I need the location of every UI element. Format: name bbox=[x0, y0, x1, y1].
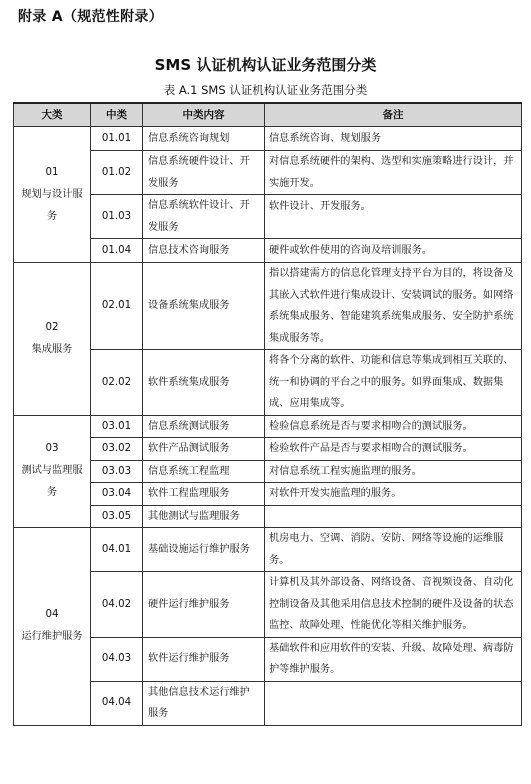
sub-note: 指以搭建需方的信息化管理支持平台为目的，将设备及其嵌入式软件进行集成设计、安装调试的服务。如网络系统集成服务、智能建筑系统集成服务、安全防护系统集成服务等。 bbox=[265, 263, 522, 350]
sub-content: 其他测试与监理服务 bbox=[143, 505, 265, 528]
major-code: 04 bbox=[45, 609, 59, 621]
major-code: 03 bbox=[45, 443, 59, 455]
sub-code: 04.04 bbox=[91, 681, 143, 725]
header-content: 中类内容 bbox=[143, 103, 265, 127]
sub-code: 03.01 bbox=[91, 415, 143, 438]
table-row bbox=[14, 438, 522, 461]
sub-content: 硬件运行维护服务 bbox=[143, 572, 265, 638]
sub-content: 信息技术咨询服务 bbox=[143, 239, 265, 263]
sub-note: 对信息系统硬件的架构、选型和实施策略进行设计，并实施开发。 bbox=[265, 151, 522, 195]
sub-content: 软件运行维护服务 bbox=[143, 637, 265, 681]
major-category-cell bbox=[14, 415, 91, 528]
table-row bbox=[14, 263, 522, 350]
major-category-cell bbox=[14, 127, 91, 263]
sub-note: 对信息系统工程实施监理的服务。 bbox=[265, 460, 522, 483]
sub-code: 04.01 bbox=[91, 528, 143, 572]
sub-code: 03.04 bbox=[91, 483, 143, 506]
sub-note: 将各个分离的软件、功能和信息等集成到相互关联的、统一和协调的平台之中的服务。如界面集成、数据集成、应用集成等。 bbox=[265, 350, 522, 416]
sub-code: 02.01 bbox=[91, 263, 143, 350]
sub-note: 机房电力、空调、消防、安防、网络等设施的运维服务。 bbox=[265, 528, 522, 572]
header-major: 大类 bbox=[14, 103, 91, 127]
sub-content: 信息系统硬件设计、开发服务 bbox=[143, 151, 265, 195]
appendix-label: 附录 A（规范性附录） bbox=[18, 9, 164, 25]
sub-code: 01.04 bbox=[91, 239, 143, 263]
table-caption: 表 A.1 SMS 认证机构认证业务范围分类 bbox=[163, 83, 368, 97]
sub-note: 计算机及其外部设备、网络设备、音视频设备、自动化控制设备及其他采用信息技术控制的硬件及设备的状态监控、故障处理、性能优化等相关维护服务。 bbox=[265, 572, 522, 638]
sub-note: 检验软件产品是否与要求相吻合的测试服务。 bbox=[265, 438, 522, 461]
document-title: SMS 认证机构认证业务范围分类 bbox=[154, 56, 377, 74]
major-name: 规划与设计服务 bbox=[21, 188, 83, 222]
sub-note bbox=[265, 505, 522, 528]
major-code: 02 bbox=[45, 321, 59, 333]
table-row bbox=[14, 572, 522, 638]
sub-content: 软件产品测试服务 bbox=[143, 438, 265, 461]
sub-code: 01.01 bbox=[91, 127, 143, 151]
major-category-cell bbox=[14, 528, 91, 726]
sub-code: 03.02 bbox=[91, 438, 143, 461]
sub-note: 软件设计、开发服务。 bbox=[265, 195, 522, 239]
sub-note: 检验信息系统是否与要求相吻合的测试服务。 bbox=[265, 415, 522, 438]
sub-content: 基础设施运行维护服务 bbox=[143, 528, 265, 572]
header-note: 备注 bbox=[265, 103, 522, 127]
table-row bbox=[14, 415, 522, 438]
table-row bbox=[14, 195, 522, 239]
sub-content: 其他信息技术运行维护服务 bbox=[143, 681, 265, 725]
major-code: 01 bbox=[45, 166, 59, 178]
table-row bbox=[14, 483, 522, 506]
major-name: 集成服务 bbox=[31, 343, 73, 355]
sub-note bbox=[265, 681, 522, 725]
sub-content: 信息系统测试服务 bbox=[143, 415, 265, 438]
major-name: 测试与监理服务 bbox=[21, 465, 83, 499]
table-row bbox=[14, 528, 522, 572]
sub-content: 设备系统集成服务 bbox=[143, 263, 265, 350]
sub-note: 硬件或软件使用的咨询及培训服务。 bbox=[265, 239, 522, 263]
sub-content: 信息系统工程监理 bbox=[143, 460, 265, 483]
sub-note: 基础软件和应用软件的安装、升级、故障处理、病毒防护等维护服务。 bbox=[265, 637, 522, 681]
sub-content: 软件系统集成服务 bbox=[143, 350, 265, 416]
table-row bbox=[14, 505, 522, 528]
table-body bbox=[14, 127, 522, 726]
sub-code: 04.02 bbox=[91, 572, 143, 638]
table-row bbox=[14, 350, 522, 416]
sub-note: 信息系统咨询、规划服务 bbox=[265, 127, 522, 151]
sub-code: 01.02 bbox=[91, 151, 143, 195]
header-code: 中类 bbox=[91, 103, 143, 127]
sub-content: 信息系统软件设计、开发服务 bbox=[143, 195, 265, 239]
sub-code: 02.02 bbox=[91, 350, 143, 416]
sub-code: 01.03 bbox=[91, 195, 143, 239]
table-row bbox=[14, 681, 522, 725]
table-row bbox=[14, 127, 522, 151]
sub-note: 对软件开发实施监理的服务。 bbox=[265, 483, 522, 506]
table-row bbox=[14, 637, 522, 681]
classification-table bbox=[13, 102, 522, 726]
sub-code: 04.03 bbox=[91, 637, 143, 681]
major-name: 运行维护服务 bbox=[21, 631, 83, 643]
sub-code: 03.05 bbox=[91, 505, 143, 528]
sub-content: 软件工程监理服务 bbox=[143, 483, 265, 506]
table-row bbox=[14, 460, 522, 483]
table-row bbox=[14, 239, 522, 263]
major-category-cell bbox=[14, 263, 91, 416]
sub-code: 03.03 bbox=[91, 460, 143, 483]
table-row bbox=[14, 151, 522, 195]
sub-content: 信息系统咨询规划 bbox=[143, 127, 265, 151]
table-header-row bbox=[14, 103, 522, 127]
